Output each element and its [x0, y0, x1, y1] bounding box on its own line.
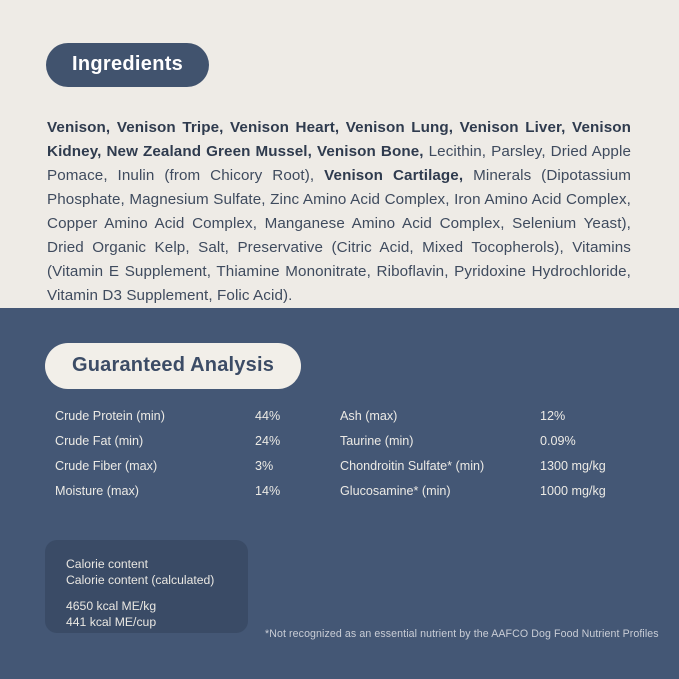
ingredients-segment-4: Minerals (Dipotassium Phosphate, Magnesium Sulfate, Zinc Amino Acid Complex, Iron Amino Acid Complex, Copper Amino Acid Complex, Manganese Amino Acid Complex, Selenium Yeast), Dried Organic Kelp, Salt, Preservative (Citric Acid, Mixed Tocopherols), Vitamins (Vitamin E Supplement, Thiamine Mononitrate, Riboflavin, Pyridoxine Hydrochloride, Vitamin D3 Supplement, Folic Acid).	[47, 167, 631, 305]
ingredients-heading-pill	[46, 43, 209, 87]
ga-row-label: Glucosamine* (min)	[340, 484, 451, 498]
ga-row-value: 14%	[255, 484, 281, 498]
ga-row-value: 12%	[540, 409, 566, 423]
ga-row-value: 44%	[255, 409, 281, 423]
calorie-spacer	[66, 588, 248, 598]
ga-row-value: 24%	[255, 434, 281, 448]
calorie-value-1: 4650 kcal ME/kg	[66, 599, 157, 613]
guaranteed-analysis-heading-pill	[45, 343, 301, 389]
aafco-footnote: *Not recognized as an essential nutrient by the AAFCO Dog Food Nutrient Profiles	[265, 628, 659, 640]
ingredients-segment-3: Venison Cartilage,	[324, 167, 464, 185]
calorie-value-2: 441 kcal ME/cup	[66, 615, 157, 629]
ga-row-label: Taurine (min)	[340, 434, 414, 448]
ga-row-value: 1300 mg/kg	[540, 459, 606, 473]
calorie-label-2: Calorie content (calculated)	[66, 573, 215, 587]
ga-row-label: Moisture (max)	[55, 484, 139, 498]
guaranteed-analysis-table	[55, 404, 639, 504]
ingredients-text	[47, 116, 631, 308]
ga-row-value: 0.09%	[540, 434, 576, 448]
ga-row-label: Crude Fiber (max)	[55, 459, 158, 473]
ga-row-value: 3%	[255, 459, 274, 473]
ga-row-label: Crude Protein (min)	[55, 409, 165, 423]
ga-row-label: Ash (max)	[340, 409, 398, 423]
guaranteed-analysis-section	[0, 308, 679, 679]
calorie-content-box	[45, 540, 248, 633]
ingredients-segment-2: Lecithin, Parsley, Dried Apple Pomace, Inulin (from Chicory Root),	[47, 143, 631, 185]
guaranteed-analysis-heading: Guaranteed Analysis	[45, 343, 301, 389]
ga-row-label: Chondroitin Sulfate* (min)	[340, 459, 485, 473]
ga-row-value: 1000 mg/kg	[540, 484, 606, 498]
ga-row-label: Crude Fat (min)	[55, 434, 144, 448]
calorie-label-1: Calorie content	[66, 557, 148, 571]
ingredients-segment-1: Venison, Venison Tripe, Venison Heart, Venison Lung, Venison Liver, Venison Kidney, New Zealand Green Mussel, Venison Bone,	[47, 119, 631, 161]
ingredients-heading: Ingredients	[46, 43, 209, 87]
ingredients-section	[0, 0, 679, 308]
